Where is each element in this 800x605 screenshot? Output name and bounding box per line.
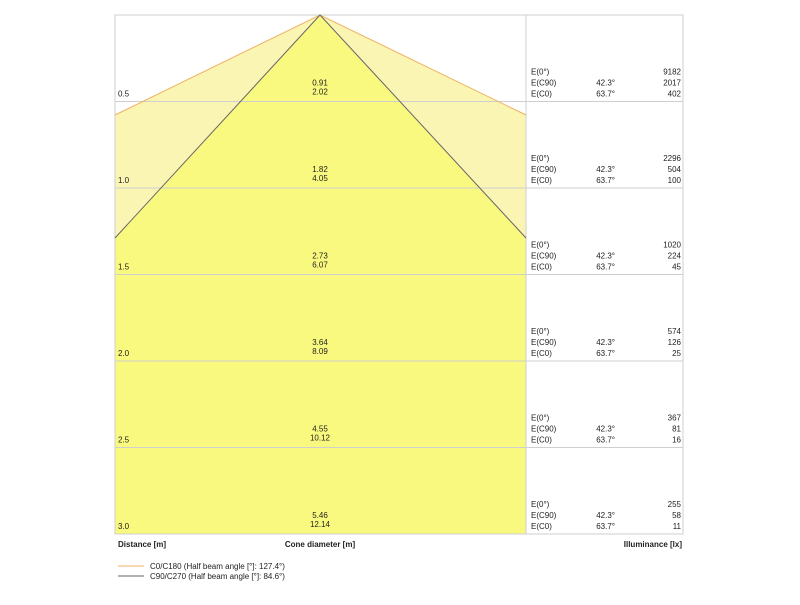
illuminance-angle: 42.3° — [596, 511, 615, 520]
illuminance-value: 45 — [672, 262, 681, 272]
distance-label: 1.5 — [118, 262, 130, 272]
illuminance-value: 58 — [672, 511, 681, 520]
illuminance-angle: 42.3° — [596, 251, 615, 261]
illuminance-value: 11 — [672, 522, 681, 531]
illuminance-angle: 42.3° — [596, 165, 615, 174]
cone-diameter-c0: 2.02 — [312, 87, 328, 97]
illuminance-value: 2296 — [663, 154, 681, 163]
cone-diameter-c0: 12.14 — [309, 520, 331, 529]
illuminance-name: E(0°) — [531, 154, 550, 163]
illuminance-name: E(C0) — [531, 435, 552, 445]
illuminance-name: E(0°) — [531, 500, 550, 509]
illuminance-value: 1020 — [663, 240, 681, 250]
illuminance-name: E(0°) — [531, 67, 550, 77]
illuminance-label: Illuminance [lx] — [623, 540, 682, 549]
illuminance-value: 9182 — [663, 67, 681, 77]
illuminance-angle: 42.3° — [596, 78, 615, 88]
cone-diameter-c0: 6.07 — [312, 260, 328, 270]
illuminance-name: E(C90) — [531, 338, 557, 347]
illuminance-name: E(C90) — [531, 511, 557, 520]
distance-label: 2.0 — [118, 349, 130, 358]
illuminance-value: 100 — [667, 176, 681, 185]
illuminance-name: E(C0) — [531, 89, 552, 99]
distance-label: 2.5 — [118, 435, 130, 445]
illuminance-angle: 42.3° — [596, 338, 615, 347]
illuminance-name: E(C90) — [531, 165, 557, 174]
illuminance-angle: 63.7° — [596, 176, 615, 185]
x-axis-label: Distance [m] — [118, 540, 167, 549]
illuminance-name: E(C0) — [531, 262, 552, 272]
cone-diameter-label: Cone diameter [m] — [284, 540, 356, 549]
illuminance-value: 224 — [667, 251, 681, 261]
distance-label: 1.0 — [118, 176, 130, 185]
illuminance-name: E(0°) — [531, 240, 550, 250]
cone-diameter-c0: 4.05 — [312, 174, 328, 183]
illuminance-value: 126 — [667, 338, 681, 347]
illuminance-angle: 63.7° — [596, 349, 615, 358]
illuminance-value: 2017 — [663, 78, 681, 88]
illuminance-name: E(C90) — [531, 424, 557, 434]
legend-label-c0: C0/C180 (Half beam angle [°]: 127.4°) — [150, 562, 285, 571]
illuminance-name: E(C0) — [531, 349, 552, 358]
illuminance-name: E(C0) — [531, 176, 552, 185]
cone-diameter-c0: 8.09 — [312, 347, 328, 356]
illuminance-name: E(C90) — [531, 251, 557, 261]
illuminance-angle: 63.7° — [596, 435, 615, 445]
cone-diameter-c90: 4.55 — [312, 424, 328, 434]
cone-diameter-c90: 0.91 — [312, 78, 328, 88]
cone-diameter-c90: 5.46 — [312, 511, 328, 520]
illuminance-value: 81 — [672, 424, 681, 434]
distance-label: 3.0 — [118, 522, 130, 531]
cone-diameter-c0: 10.12 — [309, 433, 331, 443]
cone-diameter-c90: 3.64 — [312, 338, 328, 347]
illuminance-value: 402 — [667, 89, 681, 99]
illuminance-angle: 63.7° — [596, 89, 615, 99]
illuminance-value: 16 — [672, 435, 681, 445]
cone-diameter-c90: 2.73 — [312, 251, 328, 261]
illuminance-name: E(C90) — [531, 78, 557, 88]
illuminance-value: 25 — [672, 349, 681, 358]
illuminance-value: 574 — [667, 327, 681, 336]
illuminance-value: 255 — [667, 500, 681, 509]
legend-label-c90: C90/C270 (Half beam angle [°]: 84.6°) — [150, 572, 285, 581]
illuminance-angle: 42.3° — [596, 424, 615, 434]
illuminance-angle: 63.7° — [596, 522, 615, 531]
illuminance-name: E(C0) — [531, 522, 552, 531]
illuminance-angle: 63.7° — [596, 262, 615, 272]
cone-diameter-c90: 1.82 — [312, 165, 328, 174]
illuminance-name: E(0°) — [531, 327, 550, 336]
illuminance-value: 504 — [667, 165, 681, 174]
illuminance-name: E(0°) — [531, 413, 550, 423]
illuminance-value: 367 — [667, 413, 681, 423]
distance-label: 0.5 — [118, 89, 130, 99]
